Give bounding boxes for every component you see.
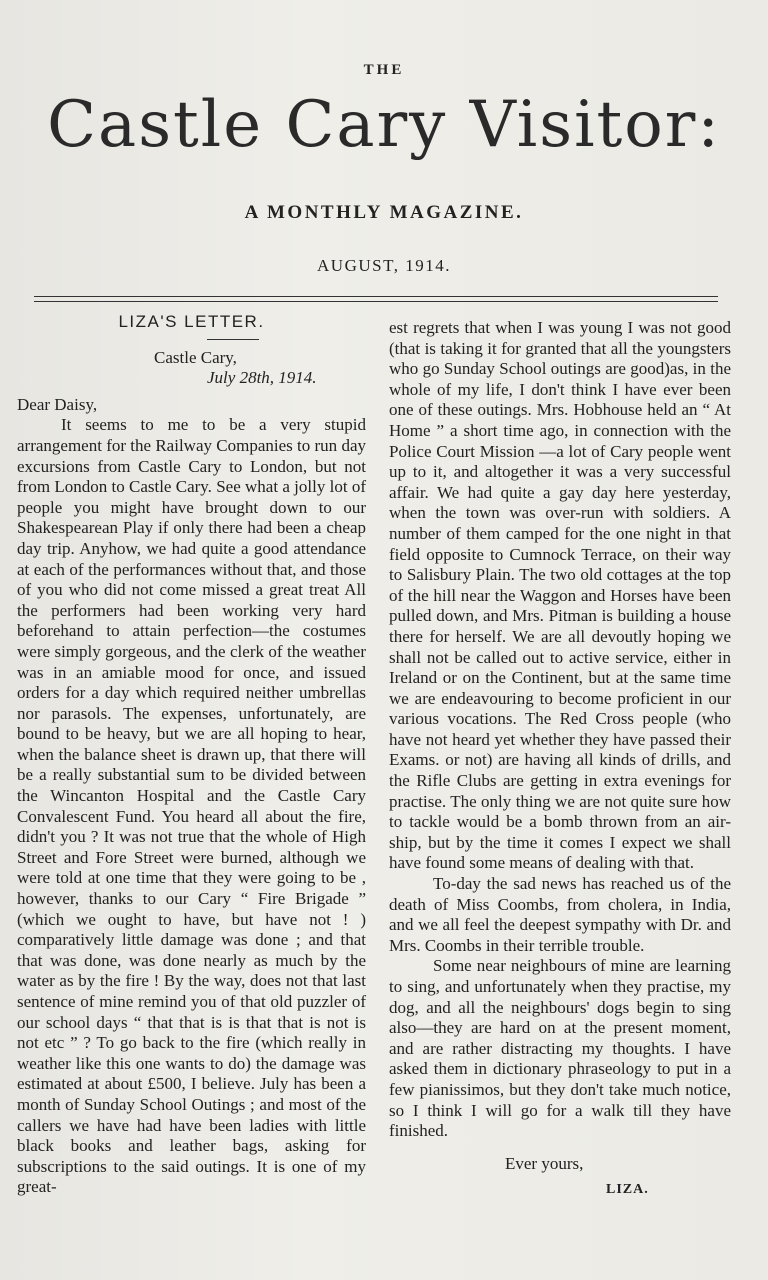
letter-paragraph: To-day the sad news has reached us of the death of Miss Coombs, from cholera, in India, and we all feel the deepest sympathy with Dr. and Mrs. Coombs in their terrible trouble. <box>389 874 731 955</box>
letter-paragraph: est regrets that when I was young I was not good (that is taking it for granted that all the youngsters who go Sunday School outings are good)as, in the whole of my life, I don't think I have ever been one of these outings. Mrs. Hobhouse held an “ At Home ” a short time ago, in connection with the Police Court Mission —a lot of Cary people went up to it, and altogether it was a very successful affair. We had quite a gay day here yesterday, when the town was over-run with soldiers. A number of them camped for the one night in that field opposite to Cumnock Terrace, on their way to Salisbury Plain. The two old cottages at the top of the hill near the Waggon and Horses have been pulled down, and Mrs. Pitman is building a house there for herself. We are all devoutly hoping we shall not be called out to active service, either in Ireland or on the Continent, but at the same time we are endeavouring to become proficient in our various vocations. The Red Cross people (who have not heard yet whether they have passed their Exams. or not) are having all kinds of drills, and the Rifle Clubs are getting in extra evenings for practise. The only thing we are not quite sure how to tackle would be a bomb thrown from an air-ship, but by the time it comes I expect we shall have found some means of dealing with that. <box>389 318 731 873</box>
magazine-subtitle: A MONTHLY MAGAZINE. <box>244 202 524 223</box>
header-rule-top <box>34 296 718 297</box>
masthead-prefix: THE <box>363 62 405 78</box>
letter-place: Castle Cary, <box>154 347 237 367</box>
letter-paragraph: It seems to me to be a very stupid arrangement for the Railway Companies to run day excursions from Castle Cary to London, but not from London to Castle Cary. See what a jolly lot of people you might have brought down to our Shakespearean Play if only there had been a cheap day trip. Anyhow, we had quite a good attendance at each of the performances without that, and those of you who did not come missed a great treat All the performers had been working very hard beforehand to attain perfection—the costumes were simply gorgeous, and the clerk of the weather was in an amiable mood for once, and issued orders for a day which required neither umbrellas nor parasols. The expenses, unfortunately, are bound to be heavy, but we are all hoping to hear, when the balance sheet is drawn up, that there will be a really substantial sum to be divided between the Wincanton Hospital and the Castle Cary Convalescent Fund. You heard all about the fire, didn't you ? It was not true that the whole of High Street and Fore Street were burned, although we were told at one time that they were going to be , however, thanks to our Cary “ Fire Brigade ” (which we ought to have, but have not ! ) comparatively little damage was done ; and that that was done, was done nearly as much by the water as by the fire ! By the way, does not that last sentence of mine remind you of that old puzzler of our school days “ that that is is that that is not is not etc ” ? To go back to the fire (which really in weather like this one wants to do) the damage was estimated at about £500, I believe. July has been a month of Sunday School Outings ; and most of the callers we have had have been ladies with little black books and leather bags, asking for subscriptions to the said outings. It is one of my great- <box>17 415 366 1197</box>
right-column <box>389 318 731 1201</box>
header-rule-bottom <box>34 301 718 302</box>
salutation: Dear Daisy, <box>17 394 98 414</box>
article-title: LIZA'S LETTER. <box>118 312 265 331</box>
title-rule <box>207 339 259 340</box>
letter-date: July 28th, 1914. <box>207 368 317 388</box>
issue-date: AUGUST, 1914. <box>317 256 451 275</box>
masthead-title: Castle Cary Visitor: <box>47 88 721 162</box>
letter-signature: LIZA. <box>606 1182 649 1198</box>
letter-paragraph: Some near neighbours of mine are learning to sing, and unfortunately when they practise, my dog, and all the neighbours' dogs begin to sing also—they are hard on at the present moment, and are rather distracting my thoughts. I have asked them in dictionary phraseology to put in a few pianissimos, but they don't take much notice, so I think I will go for a walk till they have finished. <box>389 956 731 1141</box>
left-column <box>17 312 366 1198</box>
letter-closing: Ever yours, <box>505 1153 584 1173</box>
